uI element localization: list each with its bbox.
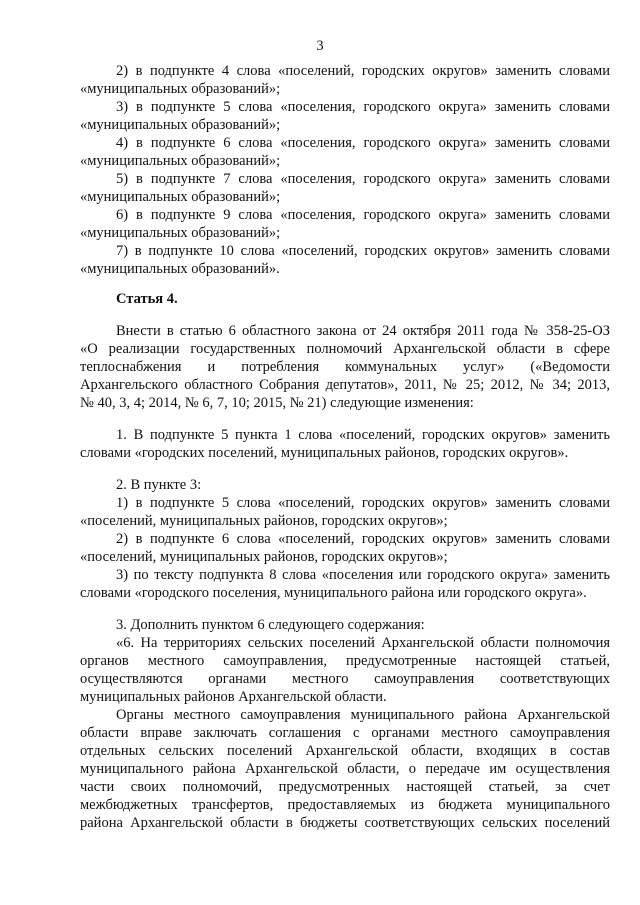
- text-line: района Архангельской области в бюджеты соответствующих сельских поселений: [80, 815, 610, 831]
- text-line: «поселений, муниципальных районов, городских округов»;: [80, 549, 448, 565]
- text-line: 1) в подпункте 5 слова «поселений, городских округов» заменить словами: [116, 495, 610, 511]
- text-line: «поселений, муниципальных районов, городских округов»;: [80, 513, 448, 529]
- text-line: 2) в подпункте 4 слова «поселений, городских округов» заменить словами: [116, 63, 610, 79]
- text-line: муниципального района Архангельской области, о передаче им осуществления: [80, 761, 610, 777]
- text-line: «муниципальных образований»;: [80, 153, 281, 169]
- text-line: области вправе заключать соглашения с органами местного самоуправления: [80, 725, 610, 741]
- text-line: «6. На территориях сельских поселений Архангельской области полномочия: [116, 635, 610, 651]
- text-line: «муниципальных образований».: [80, 261, 280, 277]
- text-line: словами «городских поселений, муниципальных районов, городских округов».: [80, 445, 569, 461]
- article-heading: Статья 4.: [116, 291, 178, 307]
- text-line: Архангельского областного Собрания депутатов», 2011, № 25; 2012, № 34; 2013,: [80, 377, 610, 393]
- text-line: части своих полномочий, предусмотренных настоящей статьей, за счет: [80, 779, 610, 795]
- text-line: «муниципальных образований»;: [80, 117, 281, 133]
- text-line: «муниципальных образований»;: [80, 81, 281, 97]
- text-line: 1. В подпункте 5 пункта 1 слова «поселений, городских округов» заменить: [116, 427, 610, 443]
- text-line: Внести в статью 6 областного закона от 24 октября 2011 года № 358-25-ОЗ: [116, 323, 610, 339]
- text-line: муниципальных районов Архангельской области.: [80, 689, 387, 705]
- text-line: отдельных сельских поселений Архангельской области, входящих в состав: [80, 743, 610, 759]
- text-line: 2. В пункте 3:: [116, 477, 202, 493]
- text-line: межбюджетных трансфертов, предоставляемых из бюджета муниципального: [80, 797, 610, 813]
- text-line: № 40, 3, 4; 2014, № 6, 7, 10; 2015, № 21) следующие изменения:: [80, 395, 474, 411]
- text-line: 3) в подпункте 5 слова «поселения, городского округа» заменить словами: [116, 99, 610, 115]
- text-line: словами «городского поселения, муниципального района или городского округа».: [80, 585, 587, 601]
- text-line: 4) в подпункте 6 слова «поселения, городского округа» заменить словами: [116, 135, 610, 151]
- text-line: теплоснабжения и потребления коммунальных услуг» («Ведомости: [80, 359, 610, 375]
- text-line: 3. Дополнить пунктом 6 следующего содержания:: [116, 617, 425, 633]
- text-line: 3) по тексту подпункта 8 слова «поселения или городского округа» заменить: [116, 567, 610, 583]
- text-line: «муниципальных образований»;: [80, 225, 281, 241]
- text-line: 7) в подпункте 10 слова «поселений, городских округов» заменить словами: [116, 243, 610, 259]
- page-number: 3: [316, 38, 324, 54]
- text-line: 5) в подпункте 7 слова «поселения, городского округа» заменить словами: [116, 171, 610, 187]
- text-line: «О реализации государственных полномочий Архангельской области в сфере: [80, 341, 610, 357]
- text-line: осуществляются органами местного самоуправления соответствующих: [80, 671, 610, 687]
- text-line: 6) в подпункте 9 слова «поселения, городского округа» заменить словами: [116, 207, 610, 223]
- text-line: 2) в подпункте 6 слова «поселений, городских округов» заменить словами: [116, 531, 610, 547]
- text-line: органов местного самоуправления, предусмотренные настоящей статьей,: [80, 653, 610, 669]
- text-line: «муниципальных образований»;: [80, 189, 281, 205]
- text-line: Органы местного самоуправления муниципального района Архангельской: [116, 707, 610, 723]
